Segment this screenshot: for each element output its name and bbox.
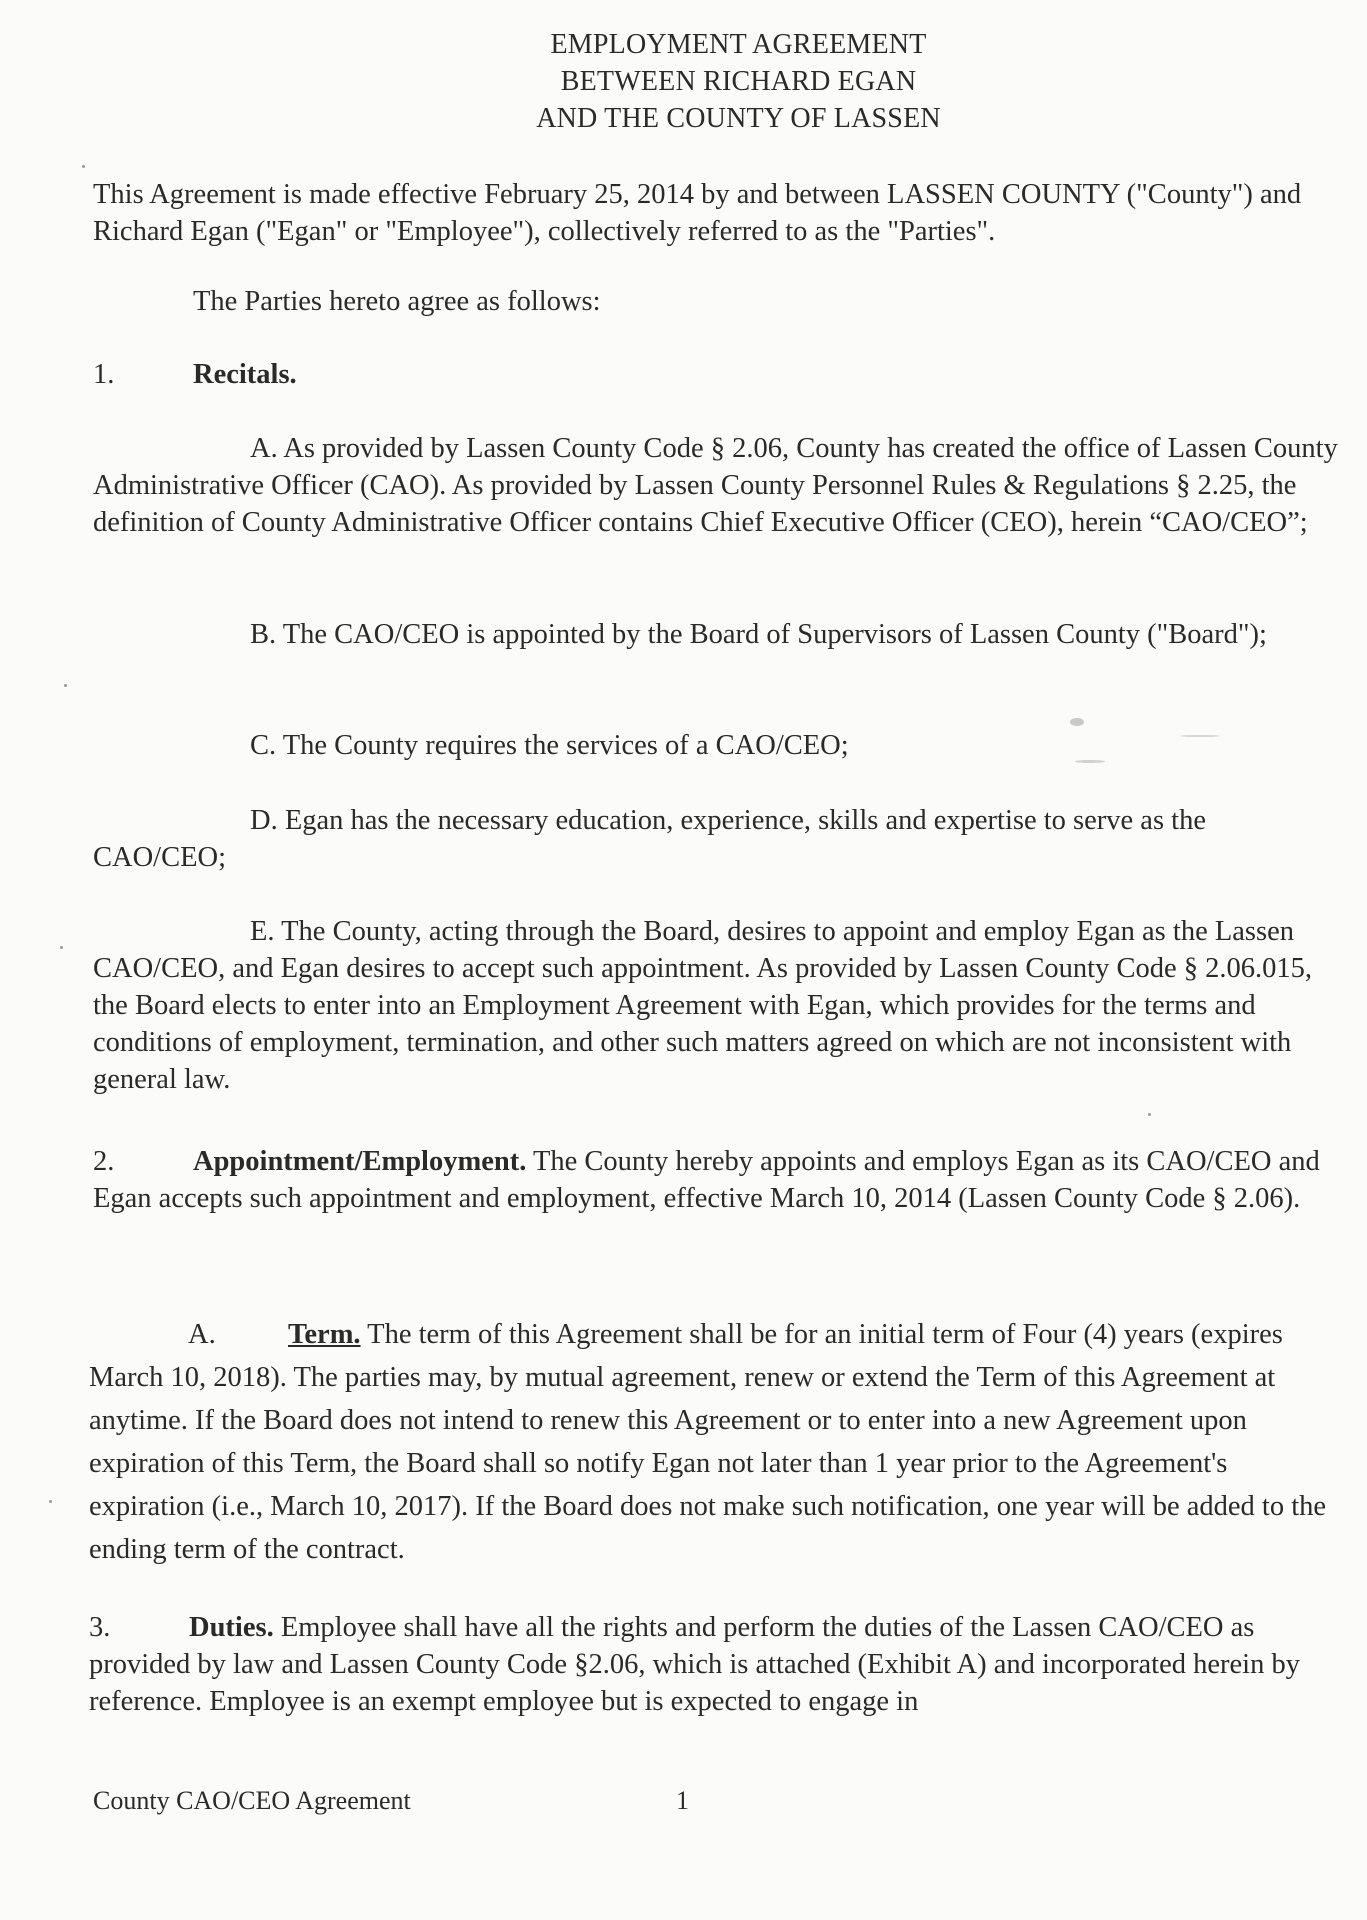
page-number: 1 [676,1786,689,1815]
section-1-heading [93,356,297,393]
scan-speck [82,165,85,168]
document-title [0,26,1367,137]
scan-speck [1070,718,1084,726]
recital-c: C. The County requires the services of a CAO/CEO; [250,730,849,761]
recital-e: E. The County, acting through the Board, desires to appoint and employ Egan as the Lassen CAO/CEO, and Egan desires to accept such appointment. As provided by Lassen County Code § 2.06.015, the Board elects to enter into an Employment Agreement with Egan, which provides for the terms and conditions of employment, termination, and other such matters agreed on which are not inconsistent with general law. [93,916,1312,1095]
recital-b: B. The CAO/CEO is appointed by the Board of Supervisors of Lassen County ("Board"); [250,619,1267,650]
intro-paragraph: This Agreement is made effective February 25, 2014 by and between LASSEN COUNTY ("County") and Richard Egan ("Egan" or "Employee"), collectively referred to as the "Parties". [93,179,1302,247]
section-3-number: 3. [89,1612,111,1643]
section-3-paragraph [89,1609,1345,1720]
section-2a-paragraph [89,1313,1345,1571]
section-2-number: 2. [93,1146,115,1177]
recital-a: A. As provided by Lassen County Code § 2.06, County has created the office of Lassen County Administrative Officer (CAO). As provided by Lassen County Personnel Rules & Regulations § 2.25, the definition of County Administrative Officer contains Chief Executive Officer (CEO), herein “CAO/CEO”; [93,433,1338,538]
section-3-text: Employee shall have all the rights and perform the duties of the Lassen CAO/CEO as provided by law and Lassen County Code §2.06, which is attached (Exhibit A) and incorporated herein by reference. Employee is an exempt employee but is expected to engage in [89,1612,1300,1717]
section-1-title: Recitals. [193,359,297,390]
scan-speck [60,946,63,949]
section-2-title: Appointment/Employment. [193,1146,527,1177]
scan-speck [49,1500,52,1503]
scan-speck [1075,760,1105,763]
section-2a-text: The term of this Agreement shall be for an initial term of Four (4) years (expires March 10, 2018). The parties may, by mutual agreement, renew or extend the Term of this Agreement at anytime. If the Board does not intend to renew this Agreement or to enter into a new Agreement upon expiration of this Term, the Board shall so notify Egan not later than 1 year prior to the Agreement's expiration (i.e., March 10, 2017). If the Board does not make such notification, one year will be added to the ending term of the contract. [89,1319,1327,1565]
agree-line: The Parties hereto agree as follows: [193,286,601,317]
scan-speck [1180,735,1220,737]
section-3-title: Duties. [189,1612,274,1643]
title-line-2: BETWEEN RICHARD EGAN [560,66,917,97]
title-line-1: EMPLOYMENT AGREEMENT [550,29,927,60]
section-2-text: The County hereby appoints and employs Egan as its CAO/CEO and Egan accepts such appointment and employment, effective March 10, 2014 (Lassen County Code § 2.06). [93,1146,1320,1214]
section-2a-title: Term. [288,1319,361,1350]
scan-speck [64,684,67,687]
scan-speck [1148,1113,1151,1116]
title-line-3: AND THE COUNTY OF LASSEN [536,103,941,134]
footer-label: County CAO/CEO Agreement [93,1786,411,1815]
recital-d: D. Egan has the necessary education, experience, skills and expertise to serve as the CAO/CEO; [93,805,1206,873]
section-1-number: 1. [93,359,115,390]
section-2-paragraph [93,1143,1345,1217]
section-2a-label: A. [188,1319,216,1350]
